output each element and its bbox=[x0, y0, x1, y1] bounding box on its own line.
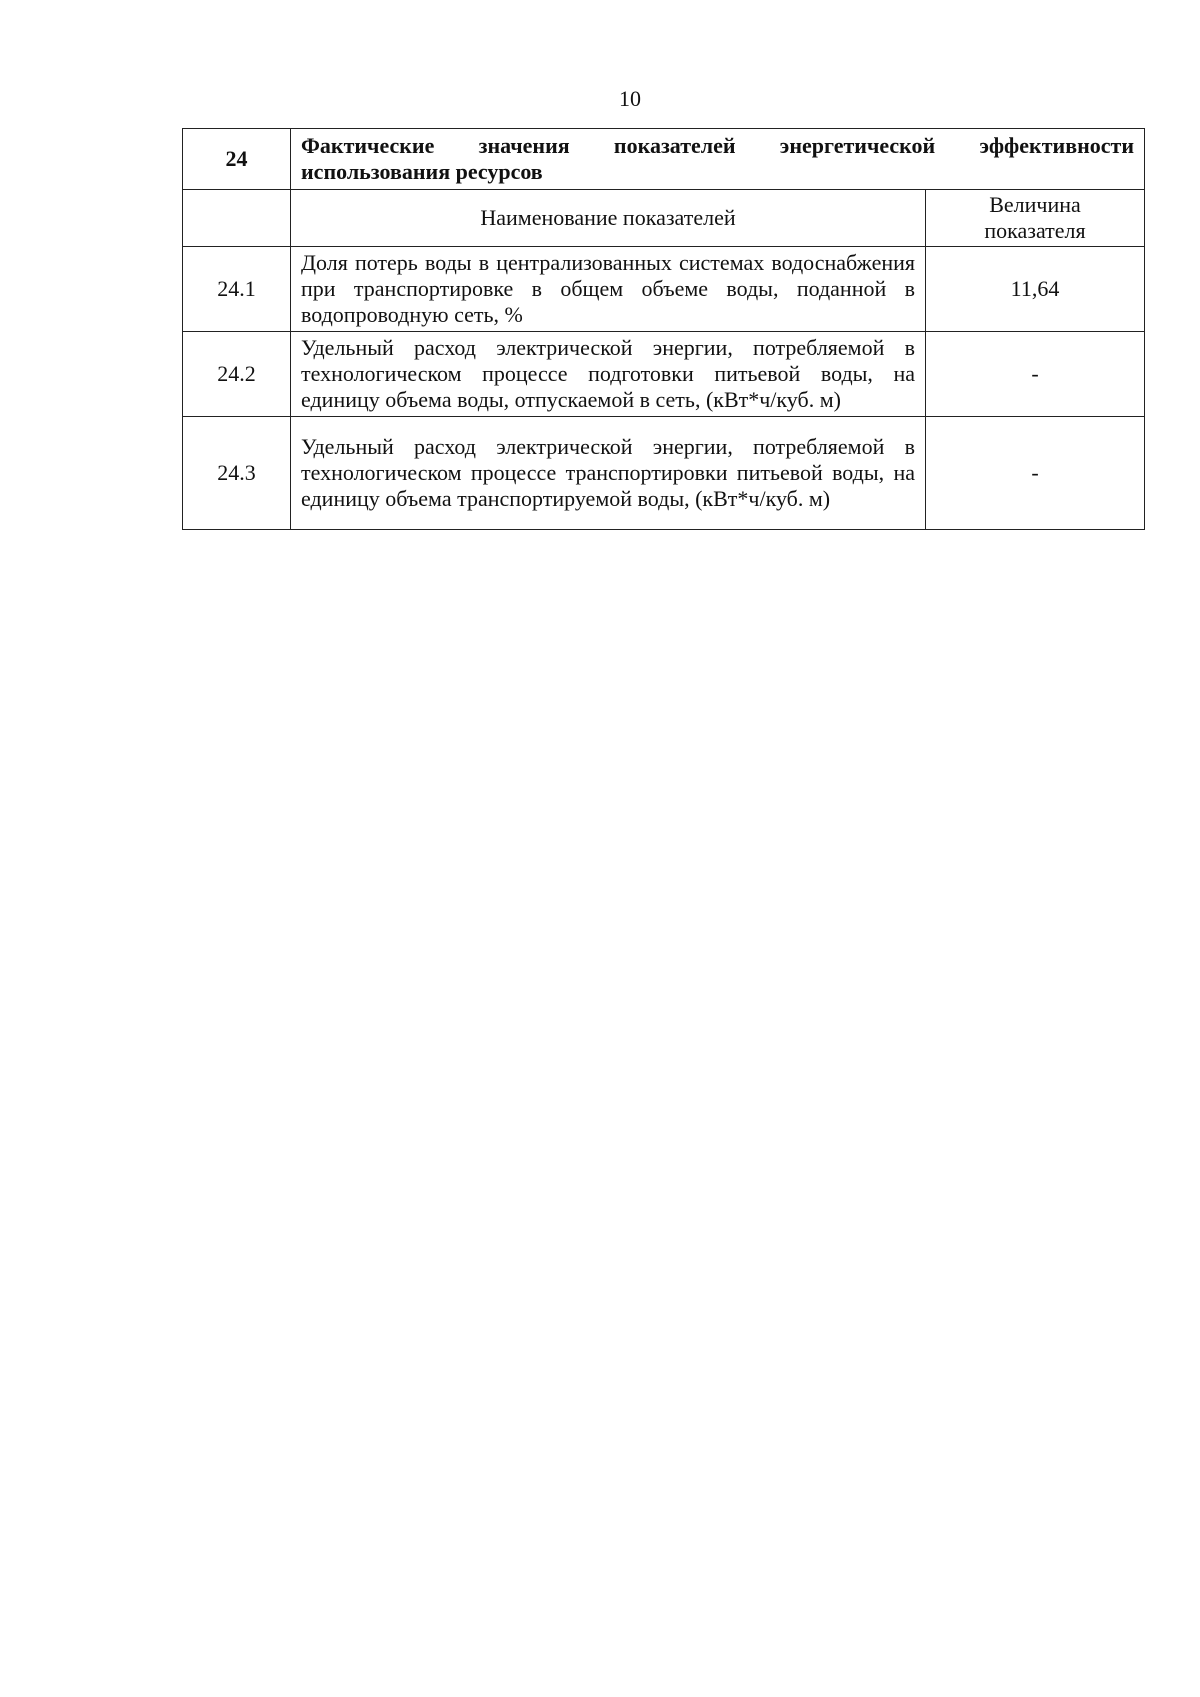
page-number: 10 bbox=[619, 86, 641, 111]
row-number: 24.1 bbox=[183, 247, 291, 332]
row-name: Удельный расход электрической энергии, потребляемой в технологическом процессе подготовки питьевой воды, на единицу объема воды, отпускаемой в сеть, (кВт*ч/куб. м) bbox=[291, 332, 926, 417]
column-header-name: Наименование показателей bbox=[291, 190, 926, 247]
row-name: Удельный расход электрической энергии, потребляемой в технологическом процессе транспортировки питьевой воды, на единицу объема транспортируемой воды, (кВт*ч/куб. м) bbox=[291, 417, 926, 530]
row-value: 11,64 bbox=[926, 247, 1145, 332]
section-title-line-2: использования ресурсов bbox=[301, 159, 543, 184]
section-header-row bbox=[183, 129, 1145, 190]
section-title bbox=[291, 129, 1145, 190]
table-row bbox=[183, 417, 1145, 530]
row-number: 24.3 bbox=[183, 417, 291, 530]
section-title-line-1: Фактические значения показателей энергетической эффективности bbox=[301, 133, 1134, 158]
row-value: - bbox=[926, 417, 1145, 530]
row-name: Доля потерь воды в централизованных системах водоснабжения при транспортировке в общем объеме воды, поданной в водопроводную сеть, % bbox=[291, 247, 926, 332]
table-row bbox=[183, 247, 1145, 332]
column-header-row bbox=[183, 190, 1145, 247]
column-header-number bbox=[183, 190, 291, 247]
section-number: 24 bbox=[183, 129, 291, 190]
column-header-value: Величина показателя bbox=[926, 190, 1145, 247]
row-value: - bbox=[926, 332, 1145, 417]
indicators-table bbox=[182, 128, 1145, 530]
row-number: 24.2 bbox=[183, 332, 291, 417]
table-row bbox=[183, 332, 1145, 417]
